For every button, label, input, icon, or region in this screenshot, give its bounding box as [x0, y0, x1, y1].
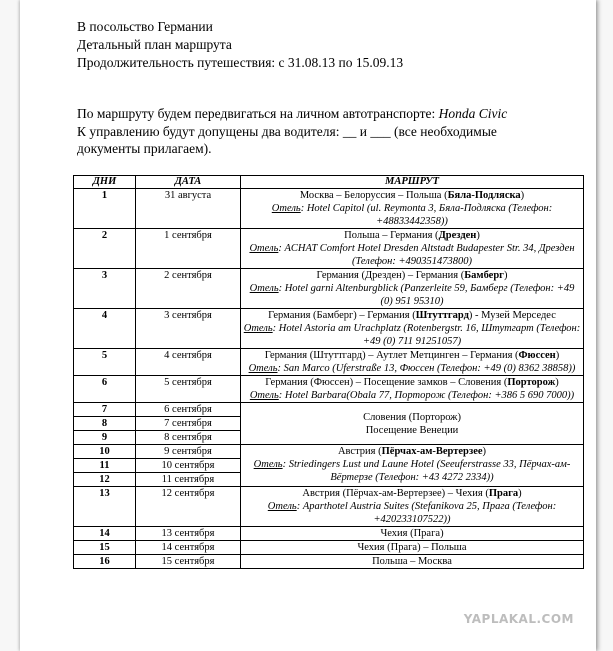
addressee: В посольство Германии [77, 19, 213, 34]
itinerary-table [73, 175, 584, 569]
day-number: 15 [74, 541, 136, 555]
route-cell: Германия (Штуттгард) – Аутлет Метцинген – Германия (Фюссен) Отель: San Marco (Uferstraße 13, Фюссен (Телефон: +49 (0) 8362 38858)) [241, 349, 584, 376]
route-cell: Австрия (Пёрчах-ам-Вертерзее) – Чехия (Прага) Отель: Aparthotel Austria Suites (Stefanikova 25, Прага (Телефон: +420233107522)) [241, 487, 584, 527]
date-cell: 3 сентября [136, 309, 241, 349]
table-row: 12 11 сентября [74, 473, 584, 487]
route-cell: Москва – Белоруссия – Польша (Бяла-Подляска) Отель: Hotel Capitol (ul. Reymonta 3, Бяла-Подляска (Телефон: +48833442358)) [241, 189, 584, 229]
day-number: 6 [74, 376, 136, 403]
day-number: 5 [74, 349, 136, 376]
watermark-logo: YAPLAKAL.COM [463, 612, 574, 626]
trip-duration: Продолжительность путешествия: с 31.08.13 по 15.09.13 [77, 55, 404, 70]
document-page [20, 0, 596, 651]
transport-line: По маршруту будем передвигаться на личном автотранспорте: Honda Civic [77, 106, 508, 121]
day-number: 4 [74, 309, 136, 349]
table-row: 7 6 сентября Словения (Порторож) Посещение Венеции [74, 403, 584, 417]
table-row [74, 349, 584, 376]
hotel-info: Отель: Hotel Capitol (ul. Reymonta 3, Бяла-Подляска (Телефон: +48833442358)) [271, 203, 553, 227]
table-row: 10 9 сентября Австрия (Пёрчах-ам-Вертерзее) Отель: Striedingers Lust und Laune Hotel (Seeuferstrasse 33, Пёрчах-ам-Вёртерзе (Телефон: +43 4272 2334)) [74, 445, 584, 459]
hotel-info: Отель: ACHAT Comfort Hotel Dresden Altstadt Budapester Str. 34, Дрезден (Телефон: +490351473800) [249, 243, 575, 267]
table-row [74, 229, 584, 269]
col-header-route: МАРШРУТ [241, 176, 584, 189]
day-number: 14 [74, 527, 136, 541]
route-cell: Польша – Москва [241, 555, 584, 569]
route-cell: Польша – Германия (Дрезден) Отель: ACHAT Comfort Hotel Dresden Altstadt Budapester Str. 34, Дрезден (Телефон: +490351473800) [241, 229, 584, 269]
route-cell: Германия (Бамберг) – Германия (Штуттгард) - Музей Мерседес Отель: Hotel Astoria am Urachplatz (Rotenbergstr. 16, Штутгарт (Телефон: +49 (0) 711 91251057) [241, 309, 584, 349]
table-header-row [74, 176, 584, 189]
day-number: 2 [74, 229, 136, 269]
document-header [77, 18, 577, 72]
car-model: Honda Civic [438, 106, 508, 121]
route-cell: Словения (Порторож) Посещение Венеции [241, 403, 584, 445]
table-row [74, 555, 584, 569]
drivers-line: К управлению будут допущены два водителя: __ и ___ (все необходимые [77, 123, 497, 139]
date-cell: 15 сентября [136, 555, 241, 569]
table-row: 11 10 сентября [74, 459, 584, 473]
date-cell: 31 августа [136, 189, 241, 229]
document-title: Детальный план маршрута [77, 37, 232, 52]
day-number: 1 [74, 189, 136, 229]
hotel-info: Отель: Hotel Astoria am Urachplatz (Rotenbergstr. 16, Штутгарт (Телефон: +49 (0) 711 91251057) [243, 323, 581, 347]
table-row [74, 269, 584, 309]
hotel-info: Отель: San Marco (Uferstraße 13, Фюссен (Телефон: +49 (0) 8362 38858)) [248, 363, 576, 374]
route-cell: Германия (Дрезден) – Германия (Бамберг) Отель: Hotel garni Altenburgblick (Panzerleite 59, Бамберг (Телефон: +49 (0) 951 95310) [241, 269, 584, 309]
route-cell: Чехия (Прага) [241, 527, 584, 541]
day-number: 16 [74, 555, 136, 569]
table-row [74, 541, 584, 555]
route-cell: Австрия (Пёрчах-ам-Вертерзее) Отель: Striedingers Lust und Laune Hotel (Seeuferstrasse 33, Пёрчах-ам-Вёртерзе (Телефон: +43 4272 2334)) [241, 445, 584, 487]
table-row [74, 376, 584, 403]
table-row: 13 12 сентября Австрия (Пёрчах-ам-Вертерзее) – Чехия (Прага) Отель: Aparthotel Austria Suites (Stefanikova 25, Прага (Телефон: +420233107522)) [74, 487, 584, 527]
travel-intro [77, 105, 577, 158]
date-cell: 2 сентября [136, 269, 241, 309]
col-header-days: ДНИ [74, 176, 136, 189]
day-number: 3 [74, 269, 136, 309]
col-header-date: ДАТА [136, 176, 241, 189]
route-cell: Германия (Фюссен) – Посещение замков – Словения (Порторож) Отель: Hotel Barbara(Obala 77, Порторож (Телефон: +386 5 690 7000)) [241, 376, 584, 403]
documents-line: документы прилагаем). [77, 141, 212, 156]
table-row [74, 527, 584, 541]
table-row [74, 189, 584, 229]
date-cell: 5 сентября [136, 376, 241, 403]
hotel-info: Отель: Hotel garni Altenburgblick (Panzerleite 59, Бамберг (Телефон: +49 (0) 951 95310) [249, 283, 575, 307]
date-cell: 4 сентября [136, 349, 241, 376]
date-cell: 1 сентября [136, 229, 241, 269]
date-cell: 14 сентября [136, 541, 241, 555]
date-cell: 13 сентября [136, 527, 241, 541]
route-cell: Чехия (Прага) – Польша [241, 541, 584, 555]
table-row: 9 8 сентября [74, 431, 584, 445]
table-row [74, 309, 584, 349]
hotel-info: Отель: Hotel Barbara(Obala 77, Порторож (Телефон: +386 5 690 7000)) [249, 390, 575, 401]
table-row: 8 7 сентября [74, 417, 584, 431]
